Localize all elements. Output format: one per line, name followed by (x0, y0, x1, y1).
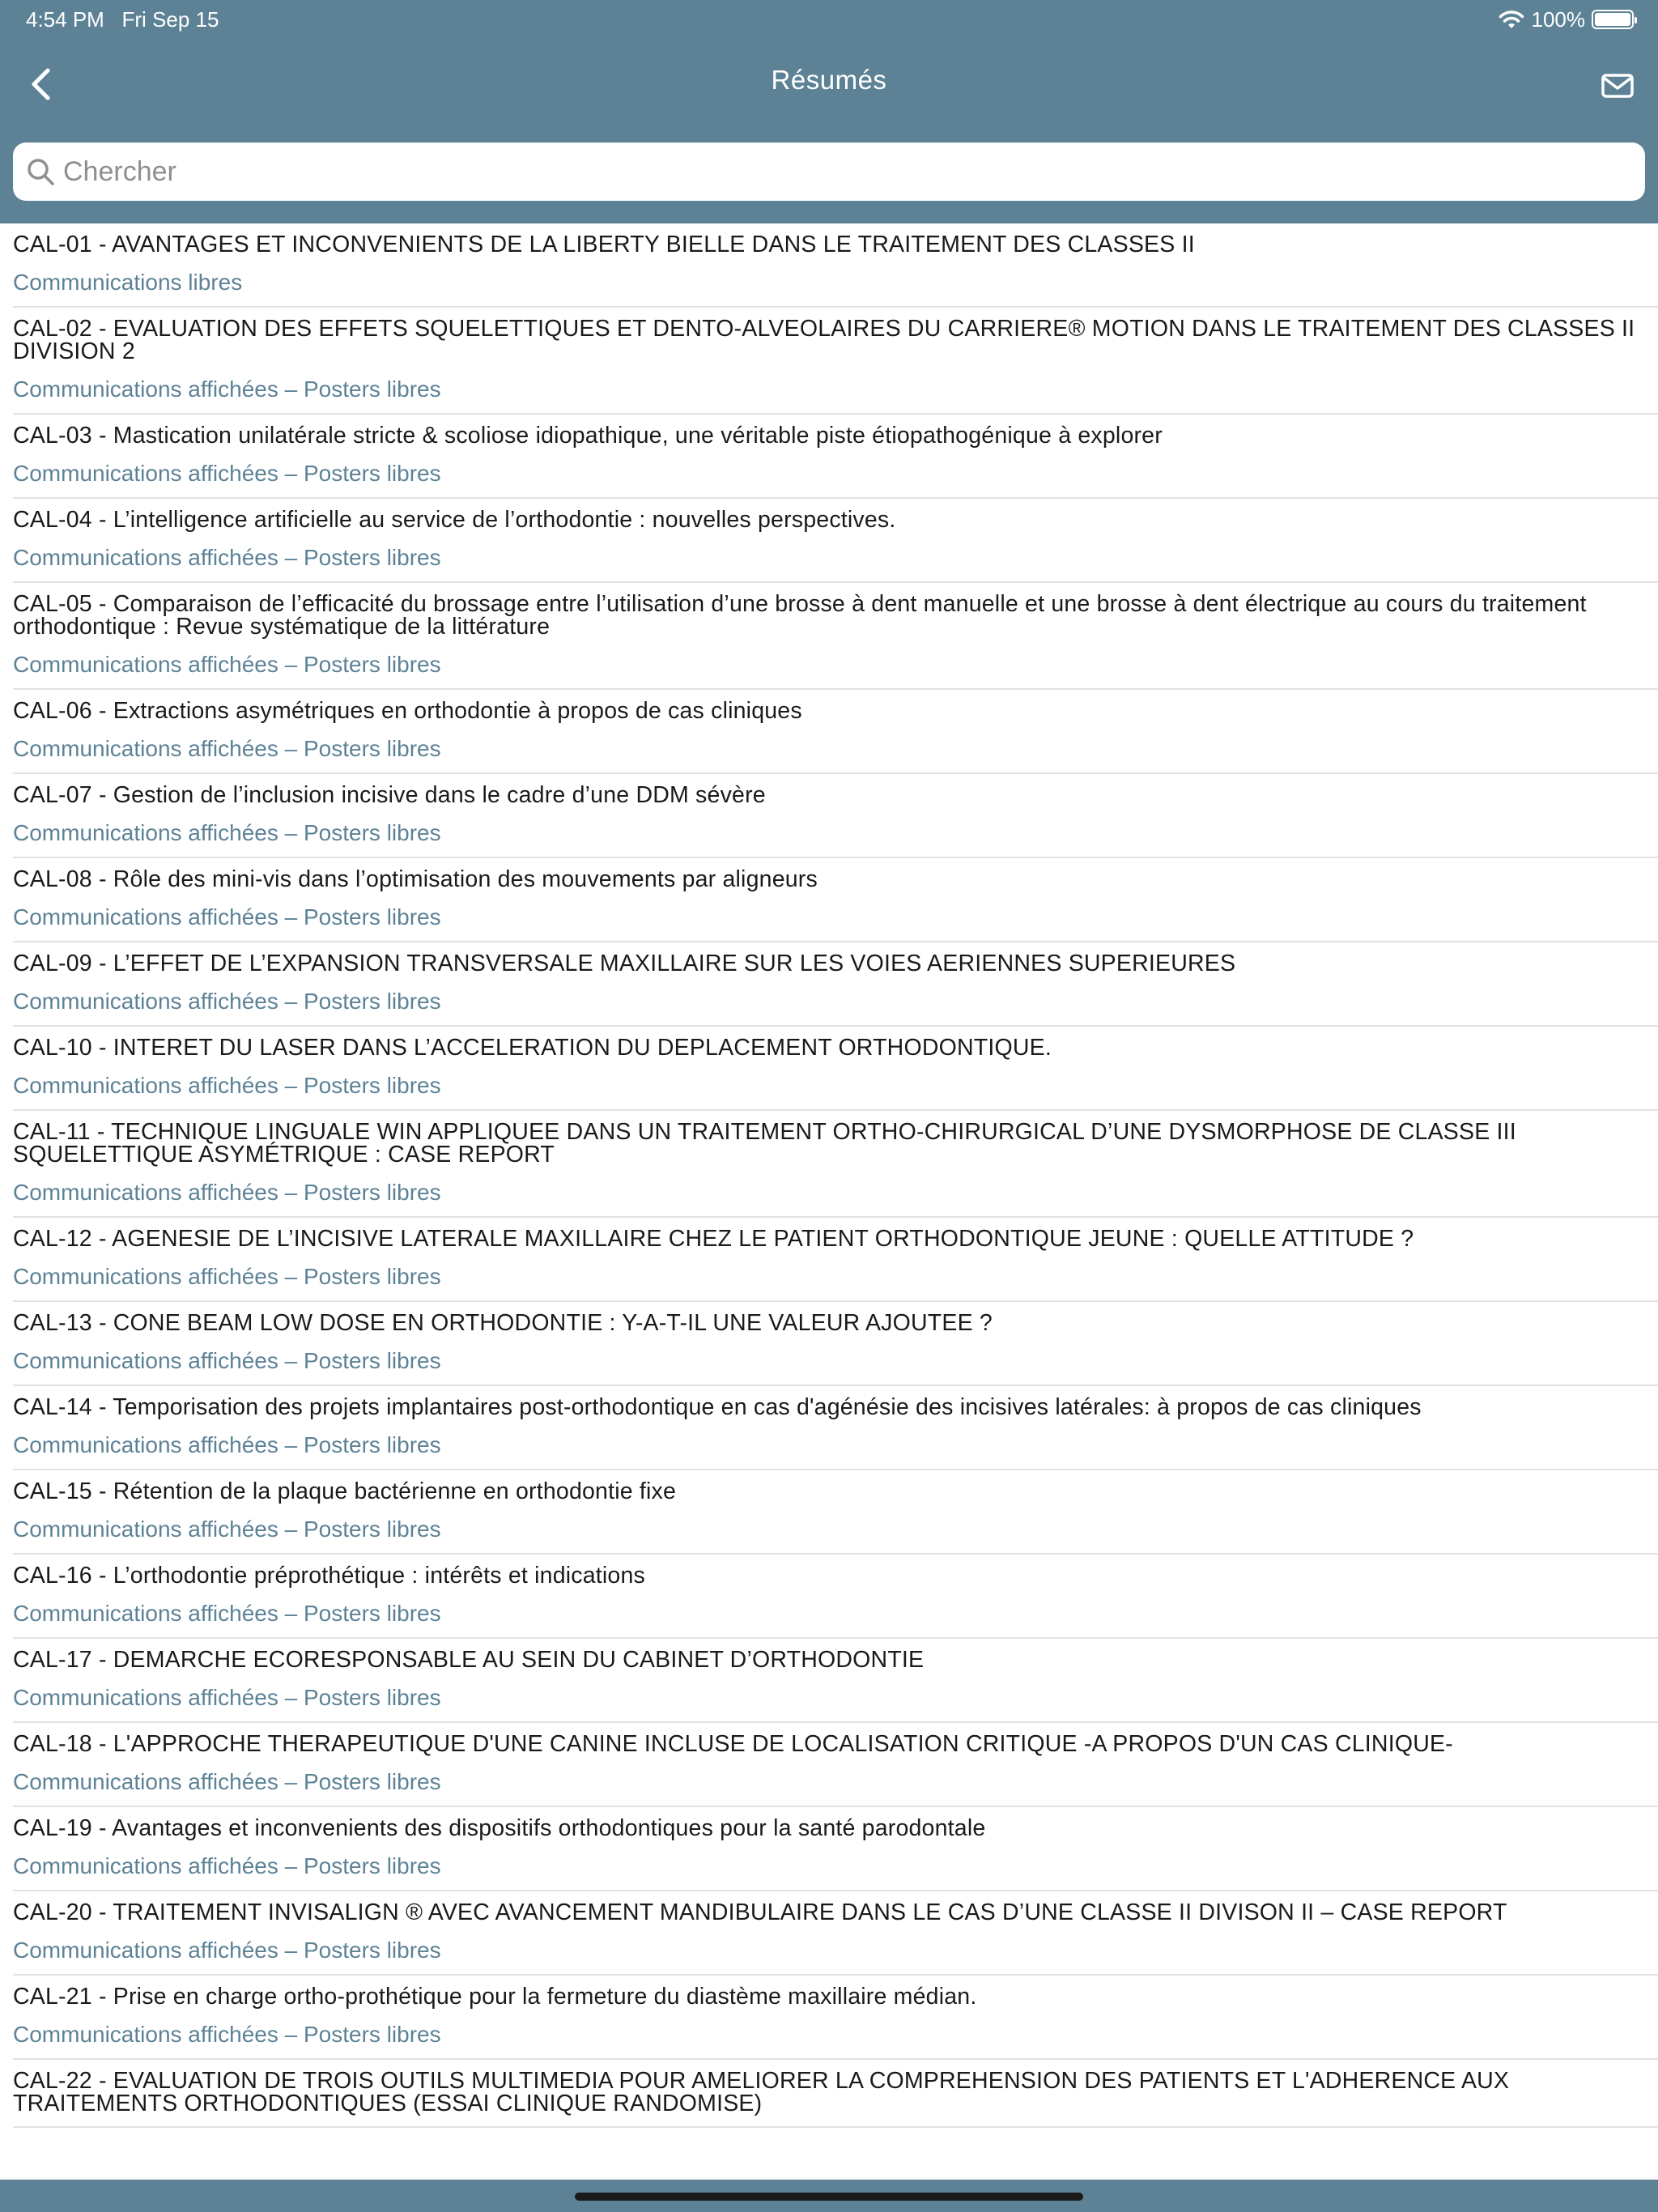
mail-icon (1601, 73, 1634, 99)
list-item-title: CAL-04 - L’intelligence artificielle au service de l’orthodontie : nouvelles perspectives. (13, 507, 896, 533)
app-header (0, 0, 1658, 223)
list-item-category: Communications affichées – Posters libres (13, 2022, 441, 2047)
search-input[interactable] (63, 143, 1645, 201)
list-item-category: Communications affichées – Posters libres (13, 1432, 441, 1457)
list-item-title: CAL-22 - EVALUATION DE TROIS OUTILS MULTIMEDIA POUR AMELIORER LA COMPREHENSION DES PATIENTS ET L'ADHERENCE AUX TRAITEMENTS ORTHODONTIQUES (ESSAI CLINIQUE RANDOMISE) (13, 2068, 1510, 2116)
battery-percentage: 100% (1531, 6, 1585, 32)
list-item[interactable] (13, 1302, 1658, 1386)
list-item-title: CAL-16 - L’orthodontie préprothétique : intérêts et indications (13, 1563, 645, 1589)
list-item-title: CAL-17 - DEMARCHE ECORESPONSABLE AU SEIN DU CABINET D’ORTHODONTIE (13, 1647, 925, 1673)
list-item-category: Communications affichées – Posters libres (13, 736, 441, 761)
list-item-title: CAL-03 - Mastication unilatérale stricte & scoliose idiopathique, une véritable piste étiopathogénique à explorer (13, 423, 1163, 449)
list-item[interactable] (13, 1111, 1658, 1218)
list-item-category: Communications affichées – Posters libres (13, 1516, 441, 1542)
list-item-title: CAL-13 - CONE BEAM LOW DOSE EN ORTHODONTIE : Y-A-T-IL UNE VALEUR AJOUTEE ? (13, 1310, 993, 1336)
list-item-category: Communications affichées – Posters libres (13, 1264, 441, 1289)
status-bar (0, 0, 1658, 39)
list-item[interactable] (13, 583, 1658, 690)
list-item[interactable] (13, 858, 1658, 942)
battery-icon (1592, 10, 1634, 29)
list-item-title: CAL-07 - Gestion de l’inclusion incisive dans le cadre d’une DDM sévère (13, 782, 766, 808)
nav-bar (0, 45, 1658, 123)
list-item[interactable] (13, 415, 1658, 499)
status-date: Fri Sep 15 (121, 7, 219, 32)
search-bar[interactable] (13, 143, 1645, 201)
list-item-title: CAL-19 - Avantages et inconvenients des dispositifs orthodontiques pour la santé parodontale (13, 1815, 986, 1841)
list-item[interactable] (13, 1218, 1658, 1302)
list-item-category: Communications affichées – Posters libres (13, 1601, 441, 1626)
list-item-title: CAL-11 - TECHNIQUE LINGUALE WIN APPLIQUEE DANS UN TRAITEMENT ORTHO-CHIRURGICAL D’UNE DYSMORPHOSE DE CLASSE III SQUELETTIQUE ASYMÉTRIQUE : CASE REPORT (13, 1119, 1516, 1168)
list-item[interactable] (13, 499, 1658, 583)
list-item-category: Communications affichées – Posters libres (13, 1073, 441, 1098)
list-item[interactable] (13, 1470, 1658, 1555)
list-item-title: CAL-21 - Prise en charge ortho-prothétique pour la fermeture du diastème maxillaire médian. (13, 1984, 977, 2010)
list-item-category: Communications affichées – Posters libres (13, 1685, 441, 1710)
list-item-category: Communications affichées – Posters libres (13, 1853, 441, 1878)
list-item[interactable] (13, 1386, 1658, 1470)
list-item[interactable] (13, 1027, 1658, 1111)
list-item[interactable] (13, 2060, 1658, 2128)
list-item[interactable] (13, 1723, 1658, 1807)
list-item-category: Communications affichées – Posters libres (13, 1769, 441, 1794)
list-item-category: Communications affichées – Posters libres (13, 820, 441, 845)
list-item[interactable] (13, 942, 1658, 1027)
list-item-title: CAL-09 - L’EFFET DE L’EXPANSION TRANSVERSALE MAXILLAIRE SUR LES VOIES AERIENNES SUPERIEURES (13, 951, 1236, 976)
list-item-title: CAL-10 - INTERET DU LASER DANS L’ACCELERATION DU DEPLACEMENT ORTHODONTIQUE. (13, 1035, 1052, 1061)
list-item-category: Communications libres (13, 270, 243, 295)
list-item-category: Communications affichées – Posters libres (13, 1180, 441, 1205)
abstract-list (0, 223, 1658, 2180)
list-item-title: CAL-02 - EVALUATION DES EFFETS SQUELETTIQUES ET DENTO-ALVEOLAIRES DU CARRIERE® MOTION DANS LE TRAITEMENT DES CLASSES II DIVISION 2 (13, 316, 1635, 364)
list-item-title: CAL-08 - Rôle des mini-vis dans l’optimisation des mouvements par aligneurs (13, 866, 818, 892)
list-item-category: Communications affichées – Posters libres (13, 989, 441, 1014)
status-indicators (1498, 5, 1635, 34)
list-item-category: Communications affichées – Posters libres (13, 1348, 441, 1373)
list-item-category: Communications affichées – Posters libres (13, 904, 441, 929)
list-item[interactable] (13, 774, 1658, 858)
list-item[interactable] (13, 690, 1658, 774)
wifi-icon (1498, 9, 1525, 30)
status-time-value: 4:54 PM (26, 7, 104, 32)
list-item-title: CAL-18 - L'APPROCHE THERAPEUTIQUE D'UNE CANINE INCLUSE DE LOCALISATION CRITIQUE -A PROPOS D'UN CAS CLINIQUE- (13, 1731, 1453, 1757)
battery-fill (1595, 13, 1630, 26)
home-indicator[interactable] (575, 2193, 1083, 2201)
list-item-category: Communications affichées – Posters libres (13, 1938, 441, 1963)
list-item-title: CAL-20 - TRAITEMENT INVISALIGN ® AVEC AVANCEMENT MANDIBULAIRE DANS LE CAS D’UNE CLASSE II DIVISON II – CASE REPORT (13, 1899, 1507, 1925)
page-title: Résumés (771, 65, 887, 95)
list-item[interactable] (13, 1555, 1658, 1639)
list-item-category: Communications affichées – Posters libres (13, 545, 441, 570)
list-item-title: CAL-14 - Temporisation des projets implantaires post-orthodontique en cas d'agénésie des incisives latérales: à propos de cas cliniques (13, 1394, 1422, 1420)
list-item[interactable] (13, 1976, 1658, 2060)
list-item[interactable] (13, 308, 1658, 415)
list-item-title: CAL-05 - Comparaison de l’efficacité du brossage entre l’utilisation d’une brosse à dent manuelle et une brosse à dent électrique au cours du traitement orthodontique : Revue systématique de la littérature (13, 591, 1587, 640)
list-item-title: CAL-01 - AVANTAGES ET INCONVENIENTS DE LA LIBERTY BIELLE DANS LE TRAITEMENT DES CLASSES II (13, 232, 1195, 257)
search-icon (26, 157, 55, 186)
home-bar-area (0, 2180, 1658, 2212)
list-item-category: Communications affichées – Posters libres (13, 652, 441, 677)
list-item[interactable] (13, 223, 1658, 308)
list-item-title: CAL-12 - AGENESIE DE L’INCISIVE LATERALE MAXILLAIRE CHEZ LE PATIENT ORTHODONTIQUE JEUNE : QUELLE ATTITUDE ? (13, 1226, 1414, 1252)
status-time (26, 7, 219, 32)
list-item-category: Communications affichées – Posters libres (13, 376, 441, 402)
mail-button[interactable] (1595, 63, 1640, 108)
list-item[interactable] (13, 1807, 1658, 1891)
list-item[interactable] (13, 1891, 1658, 1976)
list-item-title: CAL-15 - Rétention de la plaque bactérienne en orthodontie fixe (13, 1478, 677, 1504)
list-item-title: CAL-06 - Extractions asymétriques en orthodontie à propos de cas cliniques (13, 698, 802, 724)
list-item-category: Communications affichées – Posters libres (13, 461, 441, 486)
list-item[interactable] (13, 1639, 1658, 1723)
